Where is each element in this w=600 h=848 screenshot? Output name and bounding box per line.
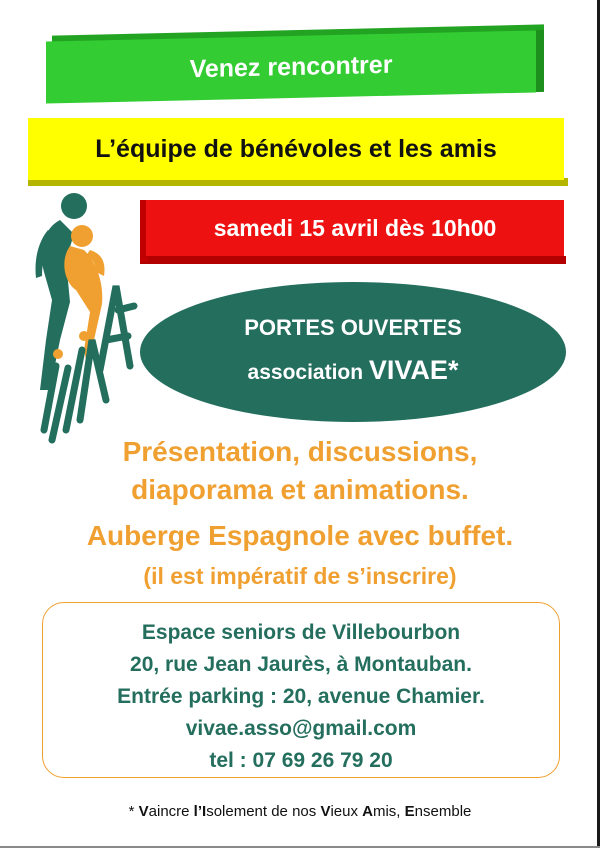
banner-equipe: [28, 112, 568, 186]
details-line-4: (il est impératif de s’inscrire): [143, 563, 457, 589]
footnote-word-5: nsemble: [414, 803, 472, 820]
footnote: [0, 803, 600, 820]
banner-venez-rencontrer: [46, 22, 544, 100]
address-street: 20, rue Jean Jaurès, à Montauban.: [130, 653, 472, 676]
footnote-word-4: mis,: [372, 803, 405, 820]
association-line: [248, 355, 459, 386]
footnote-initial-i: l’I: [193, 803, 207, 820]
vivae-logo: [30, 190, 140, 450]
details-line-2: diaporama et animations.: [131, 474, 469, 505]
address-email[interactable]: vivae.asso@gmail.com: [185, 717, 417, 740]
footnote-initial-v2: V: [320, 803, 331, 820]
banner-red-bottom: [140, 256, 566, 264]
association-name: VIVAE*: [368, 354, 459, 385]
details-line-3: Auberge Espagnole avec buffet.: [86, 520, 514, 551]
footnote-initial-a: A: [362, 803, 373, 820]
banner-green-text: Venez rencontrer: [46, 30, 536, 103]
portes-ouvertes-ellipse: [140, 282, 566, 422]
footnote-initial-e: E: [404, 803, 415, 820]
banner-red-text: samedi 15 avril dès 10h00: [146, 200, 564, 256]
address-box: [42, 602, 560, 778]
banner-date: [140, 196, 566, 266]
association-prefix: association: [247, 360, 369, 384]
footnote-initial-v1: V: [138, 803, 149, 820]
address-place: Espace seniors de Villebourbon: [141, 621, 461, 644]
address-phone: tel : 07 69 26 79 20: [209, 749, 393, 772]
footnote-word-1: aincre: [148, 803, 194, 820]
portes-ouvertes-title: PORTES OUVERTES: [244, 314, 462, 340]
footnote-word-3: ieux: [330, 803, 363, 820]
details-line-1: Présentation, discussions,: [122, 436, 478, 467]
banner-yellow-text: L’équipe de bénévoles et les amis: [28, 118, 564, 180]
footnote-word-2: solement de nos: [206, 803, 321, 820]
footnote-star: *: [128, 803, 139, 820]
address-parking: Entrée parking : 20, avenue Chamier.: [117, 685, 485, 708]
